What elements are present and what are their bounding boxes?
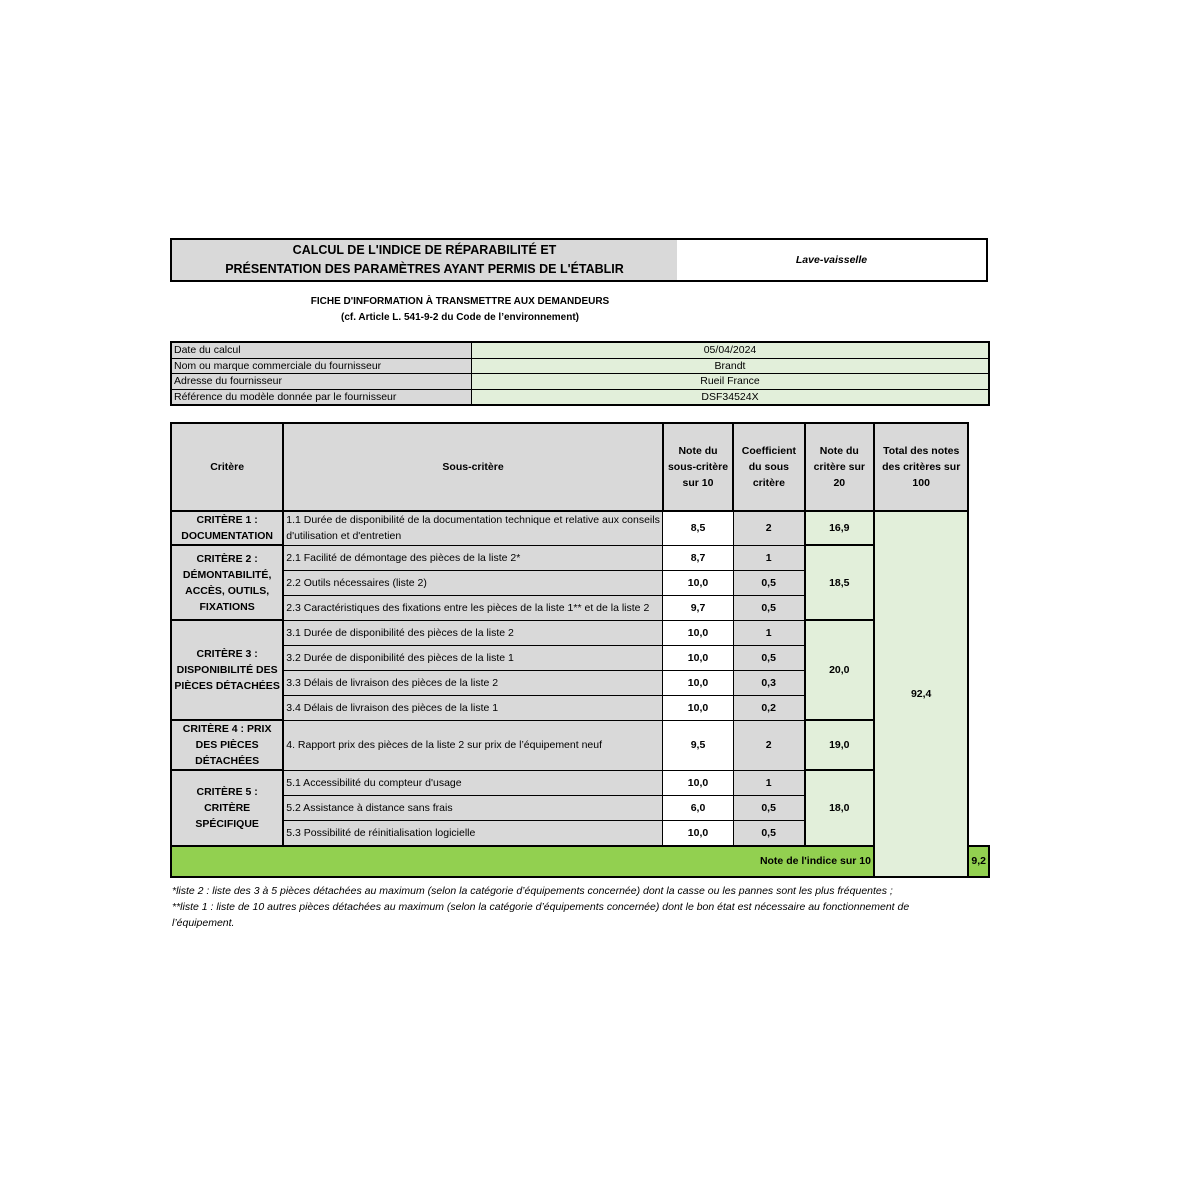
subcriterion-coefficient: 1 (733, 620, 804, 645)
subcriterion-score: 10,0 (663, 820, 733, 846)
table-header-row (171, 423, 989, 511)
subcriterion-label: 3.3 Délais de livraison des pièces de la liste 2 (283, 670, 663, 695)
col-coefficient: Coefficient du sous critère (733, 423, 804, 511)
subcriterion-coefficient: 0,5 (733, 595, 804, 620)
fiche-line-1: FICHE D'INFORMATION À TRANSMETTRE AUX DEMANDEURS (310, 296, 610, 307)
subcriterion-label: 5.3 Possibilité de réinitialisation logicielle (283, 820, 663, 846)
subcriterion-score: 10,0 (663, 570, 733, 595)
subcriterion-label: 2.3 Caractéristiques des fixations entre les pièces de la liste 1** et de la liste 2 (283, 595, 663, 620)
col-note-critere: Note du critère sur 20 (805, 423, 874, 511)
title-line-1: CALCUL DE L'INDICE DE RÉPARABILITÉ ET (292, 243, 557, 257)
col-critere: Critère (171, 423, 283, 511)
subcriterion-score: 10,0 (663, 695, 733, 720)
subcriterion-coefficient: 1 (733, 545, 804, 570)
info-value: Brandt (472, 358, 990, 374)
table-row (171, 720, 989, 770)
final-score-label: Note de l'indice sur 10 (171, 846, 874, 877)
table-row (171, 620, 989, 645)
subcriterion-label: 3.2 Durée de disponibilité des pièces de la liste 1 (283, 645, 663, 670)
header (170, 238, 990, 282)
subcriterion-score: 9,7 (663, 595, 733, 620)
criterion-4-score: 19,0 (805, 720, 874, 770)
subcriterion-label: 3.1 Durée de disponibilité des pièces de la liste 2 (283, 620, 663, 645)
subcriterion-score: 10,0 (663, 770, 733, 795)
title-box (170, 238, 679, 282)
subcriterion-label: 5.2 Assistance à distance sans frais (283, 795, 663, 820)
final-score-row (171, 846, 989, 877)
table-row (171, 545, 989, 570)
subcriterion-label: 3.4 Délais de livraison des pièces de la liste 1 (283, 695, 663, 720)
info-row (171, 358, 989, 374)
subcriterion-label: 5.1 Accessibilité du compteur d'usage (283, 770, 663, 795)
subcriterion-coefficient: 0,5 (733, 645, 804, 670)
fiche-heading (170, 294, 750, 326)
subcriterion-coefficient: 0,5 (733, 795, 804, 820)
product-type: Lave-vaisselle (677, 238, 988, 282)
info-label: Date du calcul (171, 342, 472, 358)
criterion-5-name: CRITÈRE 5 : CRITÈRE SPÉCIFIQUE (171, 770, 283, 846)
info-row (171, 374, 989, 390)
info-value: DSF34524X (472, 389, 990, 405)
info-label: Adresse du fournisseur (171, 374, 472, 390)
subcriterion-coefficient: 2 (733, 511, 804, 545)
footnotes (172, 883, 972, 931)
subcriterion-coefficient: 0,2 (733, 695, 804, 720)
info-label: Nom ou marque commerciale du fournisseur (171, 358, 472, 374)
subcriterion-score: 8,5 (663, 511, 733, 545)
criterion-5-score: 18,0 (805, 770, 874, 846)
info-row (171, 389, 989, 405)
subcriterion-label: 2.2 Outils nécessaires (liste 2) (283, 570, 663, 595)
info-value: Rueil France (472, 374, 990, 390)
col-sous-critere: Sous-critère (283, 423, 663, 511)
subcriterion-label: 1.1 Durée de disponibilité de la documentation technique et relative aux conseils d'utilisation et d'entretien (283, 511, 663, 545)
subcriterion-label: 2.1 Facilité de démontage des pièces de la liste 2* (283, 545, 663, 570)
col-total: Total des notes des critères sur 100 (874, 423, 968, 511)
subcriterion-score: 9,5 (663, 720, 733, 770)
supplier-info-table (170, 341, 990, 406)
criterion-1-name: CRITÈRE 1 : DOCUMENTATION (171, 511, 283, 545)
subcriterion-coefficient: 1 (733, 770, 804, 795)
title-line-2: PRÉSENTATION DES PARAMÈTRES AYANT PERMIS DE L'ÉTABLIR (225, 262, 624, 276)
subcriterion-coefficient: 0,5 (733, 570, 804, 595)
info-row (171, 342, 989, 358)
criterion-3-score: 20,0 (805, 620, 874, 720)
subcriterion-score: 6,0 (663, 795, 733, 820)
subcriterion-coefficient: 0,3 (733, 670, 804, 695)
footnote-2: **liste 1 : liste de 10 autres pièces détachées au maximum (selon la catégorie d’équipements concernée) dont le bon état est nécessaire au fonctionnement de l’équipement. (172, 901, 910, 929)
col-note-sous: Note du sous-critère sur 10 (663, 423, 733, 511)
fiche-line-2: (cf. Article L. 541-9-2 du Code de l’environnement) (340, 312, 579, 323)
subcriterion-score: 8,7 (663, 545, 733, 570)
criterion-2-name: CRITÈRE 2 : DÉMONTABILITÉ, ACCÈS, OUTILS, FIXATIONS (171, 545, 283, 620)
info-value: 05/04/2024 (472, 342, 990, 358)
subcriterion-score: 10,0 (663, 645, 733, 670)
footnote-1: *liste 2 : liste des 3 à 5 pièces détachées au maximum (selon la catégorie d’équipements concernée) dont la casse ou les pannes sont les plus fréquentes ; (172, 885, 893, 897)
criterion-4-name: CRITÈRE 4 : PRIX DES PIÈCES DÉTACHÉES (171, 720, 283, 770)
final-score-value: 9,2 (968, 846, 989, 877)
table-row (171, 770, 989, 795)
table-row (171, 511, 989, 545)
subcriterion-coefficient: 0,5 (733, 820, 804, 846)
info-label: Référence du modèle donnée par le fournisseur (171, 389, 472, 405)
criterion-2-score: 18,5 (805, 545, 874, 620)
subcriterion-score: 10,0 (663, 670, 733, 695)
criterion-1-score: 16,9 (805, 511, 874, 545)
subcriterion-coefficient: 2 (733, 720, 804, 770)
total-score-100: 92,4 (874, 511, 968, 877)
subcriterion-score: 10,0 (663, 620, 733, 645)
criterion-3-name: CRITÈRE 3 : DISPONIBILITÉ DES PIÈCES DÉTACHÉES (171, 620, 283, 720)
subcriterion-label: 4. Rapport prix des pièces de la liste 2 sur prix de l’équipement neuf (283, 720, 663, 770)
repairability-table (170, 422, 990, 878)
